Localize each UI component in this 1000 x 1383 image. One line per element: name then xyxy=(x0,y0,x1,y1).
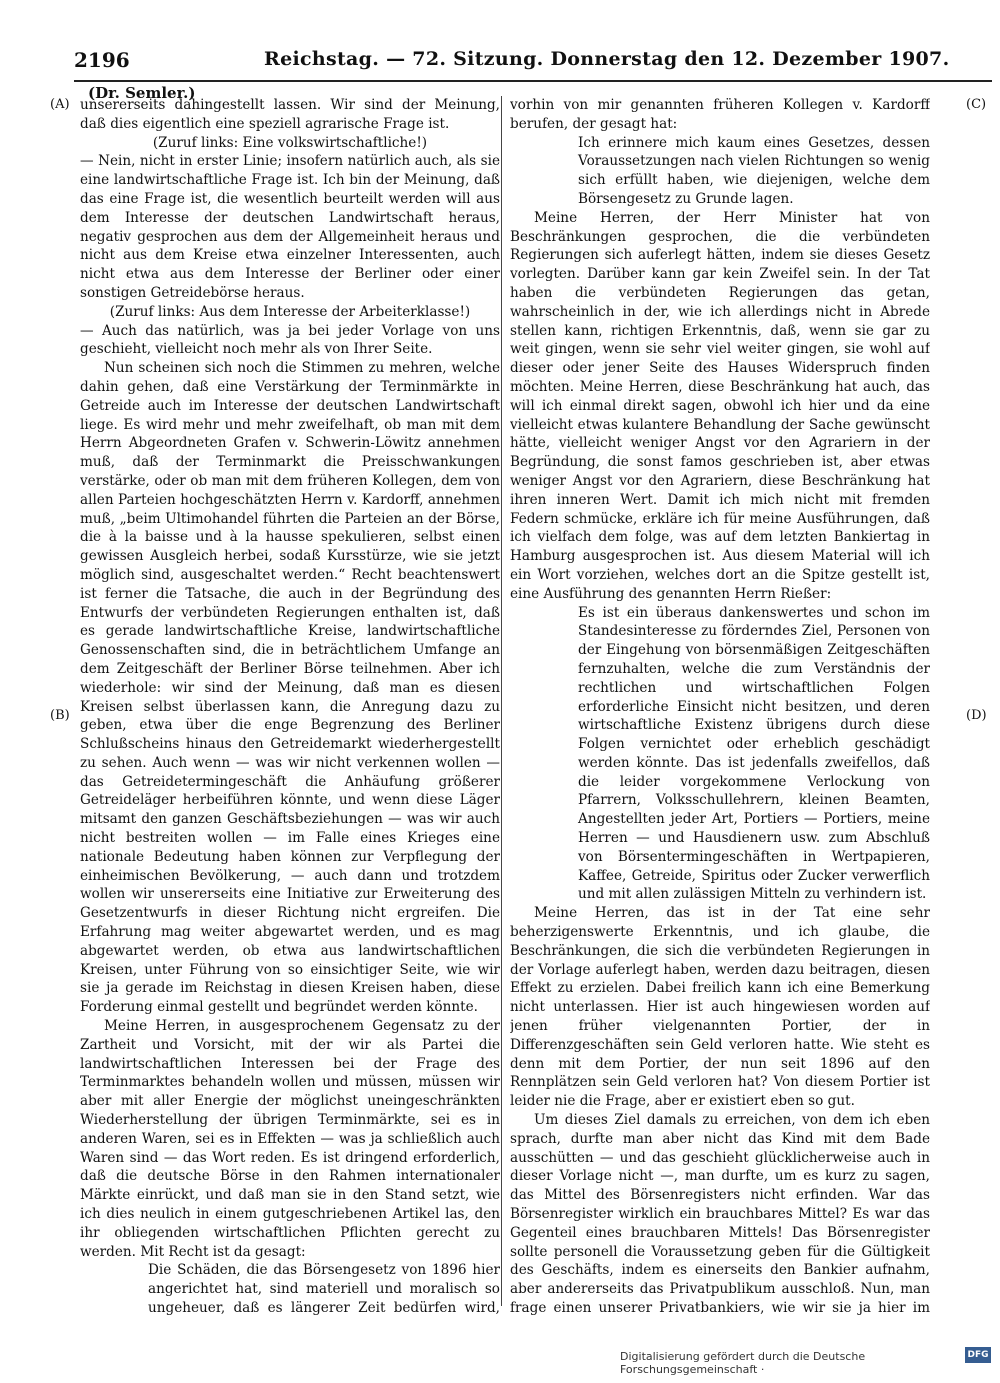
paragraph: Meine Herren, das ist in der Tat eine sehr beherzigenswerte Erkenntnis, und ich glaube, die Beschränkungen, die sich die verbündeten Regierungen in der Vorlage auferlegt haben, werden dazu beitragen, diesen Effekt zu erzielen. Dabei freilich kann ich eine Bemerkung nicht unterlassen. Hier ist auch hingewiesen worden auf jenen früher vielgenannten Portier, der in Differenzgeschäften sein Geld verloren hatte. Wie steht es denn mit dem Portier, der nun seit 1896 auf den Rennplätzen sein Geld verloren hat? Von diesem Portier ist leider nie die Frage, aber er existiert eben so gut. xyxy=(510,905,930,1110)
running-title: Reichstag. — 72. Sitzung. Donnerstag den 12. Dezember 1907. xyxy=(264,48,950,70)
column-divider xyxy=(501,96,502,1306)
page-number: 2196 xyxy=(74,48,130,72)
page-header xyxy=(74,46,992,74)
speaker-label: (Dr. Semler.) xyxy=(88,84,196,102)
paragraph: — Auch das natürlich, was ja bei jeder Vorlage von uns geschieht, vielleicht noch mehr als von Ihrer Seite. xyxy=(80,322,500,358)
paragraph: Meine Herren, der Herr Minister hat von Beschränkungen gesprochen, die die verbündeten Regierungen sich auferlegt hätten, indem sie dieses Gesetz vorlegten. Darüber kann gar kein Zweifel sein. In der Tat haben die verbündeten Regierungen das getan, wahrscheinlich in der, wie ich allerdings nicht in Abrede stellen kann, richtigen Erkenntnis, daß, wenn sie gar zu weit gingen, wenn sie sehr viel weiter gingen, sie wohl auf dieser oder jener Seite des Hauses Widerspruch finden möchten. Meine Herren, diese Beschränkung hat auch, das will ich einmal direkt sagen, obwohl ich hier und da eine vielleicht etwas kulantere Behandlung der Sache gewünscht hätte, vielleicht weniger Angst vor den Agrariern in der Begründung, die sonst famos geschrieben ist, aber etwas weniger Angst vor den Agrariern, diese Beschränkung hat ihren inneren Wert. Damit ich mich nicht mit fremden Federn schmücke, erkläre ich für meine Ausführungen, daß ich vielfach dem folge, was auf dem letzten Bankiertag in Hamburg ausgesprochen ist. Aus diesem Material will ich ein Wort vorziehen, welches dort an die Spitze gestellt ist, eine Ausführung des genannten Herrn Rießer: xyxy=(510,209,930,602)
paragraph: Meine Herren, in ausgesprochenem Gegensatz zu der Zartheit und Vorsicht, mit der wir als Partei die landwirtschaftlichen Interessen bei der Frage des Terminmarktes behandeln wollen und müssen, müssen wir aber mit aller Energie der möglichst uneingeschränkten Wiederherstellung der übrigen Terminmärkte, sei es in anderen Waren, sei es in Effekten — was ja schließlich auch Waren sind — das Wort reden. Es ist dringend erforderlich, daß die deutsche Börse in den Rahmen internationaler Märkte einrückt, und daß man sie in den Stand setzt, wie ich dies neulich in einem gutgeschriebenen Artikel las, den ihr obliegenden wirtschaftlichen Pflichten gerecht zu werden. Mit Recht ist da gesagt: xyxy=(80,1018,500,1260)
paragraph: unsererseits dahingestellt lassen. Wir sind der Meinung, daß dies eigentlich eine speziell agrarische Frage ist. xyxy=(80,97,500,132)
margin-marker-a: (A) xyxy=(50,97,70,112)
margin-marker-b: (B) xyxy=(50,708,70,723)
paragraph: Die Schäden, die das Börsengesetz von 1896 hier angerichtet hat, sind materiell und moralisch so ungeheuer, daß es längerer Zeit bedürfen wird, xyxy=(148,1262,500,1316)
right-column xyxy=(510,96,930,1316)
paragraph: Ich erinnere mich kaum eines Gesetzes, dessen Voraussetzungen nach vielen Richtungen so wenig sich erfüllt haben, wie diejenigen, welche dem Börsengesetz zu Grunde lagen. xyxy=(578,134,930,207)
left-column xyxy=(80,96,500,1316)
paragraph: — Nein, nicht in erster Linie; insofern natürlich auch, als sie eine landwirtschaftliche Frage ist. Ich bin der Meinung, daß das eine Frage ist, die wesentlich beurteilt werden will aus dem Interesse der deutschen Landwirtschaft heraus, negativ gesprochen aus dem der Allgemeinheit heraus und nicht aus dem Kreise etwa einzelner Interessenten, auch nicht etwa aus dem Interesse der Berliner oder einer sonstigen Getreidebörse heraus. xyxy=(80,153,500,301)
paragraph: (Zuruf links: Eine volkswirtschaftliche!) xyxy=(152,134,428,151)
paragraph: Nun scheinen sich noch die Stimmen zu mehren, welche dahin gehen, daß eine Verstärkung der Terminmärkte in Getreide auch im Interesse der deutschen Landwirtschaft liege. Es wird mehr und mehr zweifelhaft, ob man mit dem Herrn Abgeordneten Grafen v. Schwerin-Löwitz annehmen muß, daß der Terminmarkt die Preisschwankungen verstärke, oder ob man mit dem früheren Kollegen, dem von allen Parteien hochgeschätzten Herrn v. Kardorff, annehmen muß, „beim Ultimohandel führten die Parteien an der Börse, die à la baisse und à la hausse spekulieren, selbst einen gewissen Ausgleich herbei, sodaß Kursstürze, wie sie jetzt möglich sind, ausgeschaltet werden.“ Recht beachtenswert ist ferner die Tatsache, die auch in der Begründung des Entwurfs der verbündeten Regierungen enthalten ist, daß es gerade landwirtschaftliche Kreise, landwirtschaftliche Genossenschaften sind, die in beträchtlichem Umfange an dem Zeitgeschäft der Berliner Börse teilnehmen. Aber ich wiederhole: wir sind der Meinung, daß man es diesen Kreisen selbst überlassen kann, die Anregung dazu zu geben, etwa über die enge Begrenzung des Berliner Schlußscheins hinaus den Getreidemarkt wiederhergestellt zu sehen. Auch wenn — was wir nicht verkennen wollen — das Getreidetermingeschäft die Anhäufung größerer Getreideläger herbeiführen könnte, und wenn diese Läger mitsamt den ganzen Geschäftsbeziehungen — was wir auch nicht bestreiten wollen — im Falle eines Krieges eine nationale Bedeutung haben können zur Verpflegung der einheimischen Bevölkerung, — auch dann und trotzdem wollen wir unsererseits eine Initiative zur Erweiterung des Gesetzentwurfs in dieser Richtung nicht ergreifen. Die Erfahrung mag weiter abgewartet werden, und es mag abgewartet werden, ob etwa aus landwirtschaftlichen Kreisen, unter Führung von so einsichtiger Seite, wie wir sie ja gerade im Reichstag in diesen Kreisen haben, diese Forderung einmal gestellt und begründet werden könnte. xyxy=(80,360,500,1016)
paragraph: vorhin von mir genannten früheren Kollegen v. Kardorff berufen, der gesagt hat: xyxy=(510,97,930,132)
header-rule xyxy=(74,80,992,82)
footer-credit: Digitalisierung gefördert durch die Deutsche Forschungsgemeinschaft · xyxy=(620,1350,866,1376)
paragraph: Es ist ein überaus dankenswertes und schon im Standesinteresse zu förderndes Ziel, Personen von der Eingehung von börsenmäßigen Zeitgeschäften fernzuhalten, welche die zum Verständnis der rechtlichen und wirtschaftlichen Folgen erforderliche Einsicht nicht besitzen, und deren wirtschaftliche Existenz übrigens durch diese Folgen vernichtet oder erheblich geschädigt werden könnte. Das ist jedenfalls zweifellos, daß die leider vorgekommene Verlockung von Pfarrern, Volksschullehrern, kleinen Beamten, Angestellten jeder Art, Portiers — Portiers, meine Herren — und Hausdienern usw. zum Abschluß von Börsentermingeschäften in Wertpapieren, Kaffee, Getreide, Spiritus oder Zucker verwerflich und mit allen zulässigen Mitteln zu verhindern ist. xyxy=(578,604,930,903)
margin-marker-d: (D) xyxy=(966,708,987,723)
dfg-logo: DFG xyxy=(965,1347,991,1363)
paragraph: (Zuruf links: Aus dem Interesse der Arbeiterklasse!) xyxy=(109,303,471,320)
paragraph: Um dieses Ziel damals zu erreichen, von dem ich eben sprach, durfte man aber nicht das Kind mit dem Bade ausschütten — und das geschieht glücklicherweise auch in dieser Vorlage nicht —, man durfte, um es kurz zu sagen, das Mittel des Börsenregisters nicht erfinden. War das Börsenregister wirklich ein brauchbares Mittel? Es war das Gegenteil eines brauchbaren Mittels! Das Börsenregister sollte personell die Voraussetzung geben für die Gültigkeit des Geschäfts, indem es einerseits den Bankier aufnahm, aber andererseits das Privatpublikum ausschloß. Nun, man frage einen unserer Privatbankiers, wie wir sie ja hier im xyxy=(510,1112,930,1316)
margin-marker-c: (C) xyxy=(966,97,987,112)
